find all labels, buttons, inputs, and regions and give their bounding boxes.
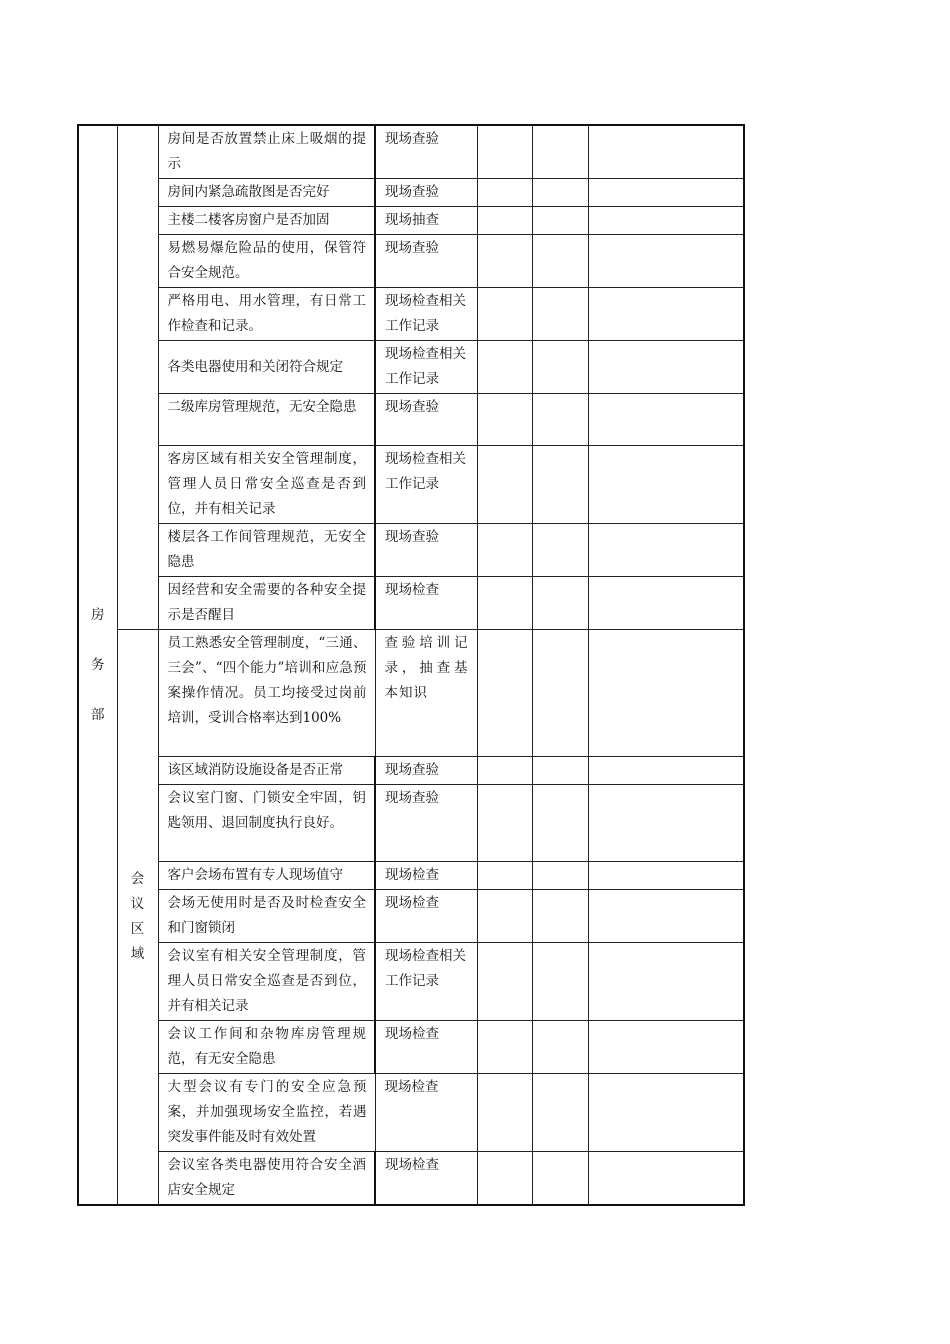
table-row: [78, 235, 744, 288]
remark-cell: [588, 288, 744, 341]
table-row: [78, 207, 744, 235]
area-cell: [117, 125, 158, 630]
remark-cell: [588, 394, 744, 446]
table-row: [78, 179, 744, 207]
result-cell: [477, 446, 532, 524]
check-method: 现场检查: [375, 577, 477, 630]
table-row: [78, 446, 744, 524]
score-cell: [532, 179, 588, 207]
score-cell: [532, 341, 588, 394]
check-item: 严格用电、用水管理，有日常工作检查和记录。: [158, 288, 375, 341]
remark-cell: [588, 890, 744, 943]
remark-cell: [588, 1021, 744, 1074]
check-item: 大型会议有专门的安全应急预案，并加强现场安全监控，若遇突发事件能及时有效处置: [158, 1074, 375, 1152]
remark-cell: [588, 630, 744, 757]
result-cell: [477, 630, 532, 757]
table-row: [78, 341, 744, 394]
remark-cell: [588, 862, 744, 890]
result-cell: [477, 943, 532, 1021]
result-cell: [477, 890, 532, 943]
result-cell: [477, 179, 532, 207]
check-item: 因经营和安全需要的各种安全提示是否醒目: [158, 577, 375, 630]
check-item: 主楼二楼客房窗户是否加固: [158, 207, 375, 235]
check-item: 该区域消防设施设备是否正常: [158, 757, 375, 785]
remark-cell: [588, 524, 744, 577]
score-cell: [532, 394, 588, 446]
remark-cell: [588, 207, 744, 235]
check-item: 会议工作间和杂物库房管理规范，有无安全隐患: [158, 1021, 375, 1074]
remark-cell: [588, 446, 744, 524]
check-item: 房间是否放置禁止床上吸烟的提示: [158, 125, 375, 179]
check-item: 员工熟悉安全管理制度，“三通、三会”、“四个能力”培训和应急预案操作情况。员工均接受过岗前培训，受训合格率达到100%: [158, 630, 375, 757]
check-method: 现场查验: [375, 394, 477, 446]
table-row: [78, 890, 744, 943]
table-row: [78, 577, 744, 630]
score-cell: [532, 125, 588, 179]
table-row: [78, 757, 744, 785]
department-label: 房务部: [91, 607, 105, 723]
check-item: 房间内紧急疏散图是否完好: [158, 179, 375, 207]
result-cell: [477, 862, 532, 890]
score-cell: [532, 862, 588, 890]
result-cell: [477, 1074, 532, 1152]
result-cell: [477, 207, 532, 235]
check-item: 会议室各类电器使用符合安全酒店安全规定: [158, 1152, 375, 1206]
score-cell: [532, 630, 588, 757]
score-cell: [532, 1074, 588, 1152]
result-cell: [477, 288, 532, 341]
check-method: 现场检查: [375, 890, 477, 943]
result-cell: [477, 341, 532, 394]
table-row: [78, 125, 744, 179]
score-cell: [532, 235, 588, 288]
score-cell: [532, 890, 588, 943]
table-row: [78, 1152, 744, 1206]
check-item: 客户会场布置有专人现场值守: [158, 862, 375, 890]
score-cell: [532, 785, 588, 862]
check-method: 查验培训记录，抽查基本知识: [375, 630, 477, 757]
table-row: [78, 785, 744, 862]
check-item: 会议室门窗、门锁安全牢固，钥匙领用、退回制度执行良好。: [158, 785, 375, 862]
remark-cell: [588, 235, 744, 288]
result-cell: [477, 524, 532, 577]
table-row: [78, 1021, 744, 1074]
remark-cell: [588, 179, 744, 207]
check-method: 现场查验: [375, 524, 477, 577]
check-method: 现场检查: [375, 1074, 477, 1152]
check-item: 易燃易爆危险品的使用，保管符合安全规范。: [158, 235, 375, 288]
remark-cell: [588, 125, 744, 179]
score-cell: [532, 1021, 588, 1074]
table-row: [78, 288, 744, 341]
area-label: 会议区域: [130, 871, 145, 962]
table-row: [78, 394, 744, 446]
check-item: 会场无使用时是否及时检查安全和门窗锁闭: [158, 890, 375, 943]
result-cell: [477, 577, 532, 630]
result-cell: [477, 757, 532, 785]
table-row: [78, 630, 744, 757]
table-row: [78, 862, 744, 890]
check-method: 现场检查相关工作记录: [375, 288, 477, 341]
score-cell: [532, 207, 588, 235]
score-cell: [532, 577, 588, 630]
check-method: 现场检查: [375, 1021, 477, 1074]
check-method: 现场检查相关工作记录: [375, 943, 477, 1021]
score-cell: [532, 1152, 588, 1206]
remark-cell: [588, 785, 744, 862]
check-item: 客房区域有相关安全管理制度，管理人员日常安全巡查是否到位，并有相关记录: [158, 446, 375, 524]
table-row: [78, 1074, 744, 1152]
check-method: 现场检查: [375, 862, 477, 890]
result-cell: [477, 235, 532, 288]
check-method: 现场检查: [375, 1152, 477, 1206]
score-cell: [532, 524, 588, 577]
check-method: 现场检查相关工作记录: [375, 446, 477, 524]
safety-checklist-table: [77, 124, 745, 1206]
score-cell: [532, 757, 588, 785]
result-cell: [477, 785, 532, 862]
score-cell: [532, 288, 588, 341]
table-row: [78, 524, 744, 577]
area-cell: [117, 630, 158, 1206]
check-method: 现场查验: [375, 235, 477, 288]
result-cell: [477, 125, 532, 179]
remark-cell: [588, 577, 744, 630]
table-row: [78, 943, 744, 1021]
remark-cell: [588, 757, 744, 785]
remark-cell: [588, 1152, 744, 1206]
check-method: 现场查验: [375, 179, 477, 207]
check-item: 二级库房管理规范，无安全隐患: [158, 394, 375, 446]
check-method: 现场检查相关工作记录: [375, 341, 477, 394]
score-cell: [532, 943, 588, 1021]
department-cell: [78, 125, 117, 1205]
check-method: 现场查验: [375, 757, 477, 785]
result-cell: [477, 394, 532, 446]
remark-cell: [588, 1074, 744, 1152]
check-method: 现场查验: [375, 785, 477, 862]
check-item: 会议室有相关安全管理制度，管理人员日常安全巡查是否到位，并有相关记录: [158, 943, 375, 1021]
result-cell: [477, 1152, 532, 1206]
check-method: 现场查验: [375, 125, 477, 179]
result-cell: [477, 1021, 532, 1074]
remark-cell: [588, 943, 744, 1021]
check-method: 现场抽查: [375, 207, 477, 235]
check-item: 楼层各工作间管理规范，无安全隐患: [158, 524, 375, 577]
score-cell: [532, 446, 588, 524]
remark-cell: [588, 341, 744, 394]
check-item: 各类电器使用和关闭符合规定: [158, 341, 375, 394]
